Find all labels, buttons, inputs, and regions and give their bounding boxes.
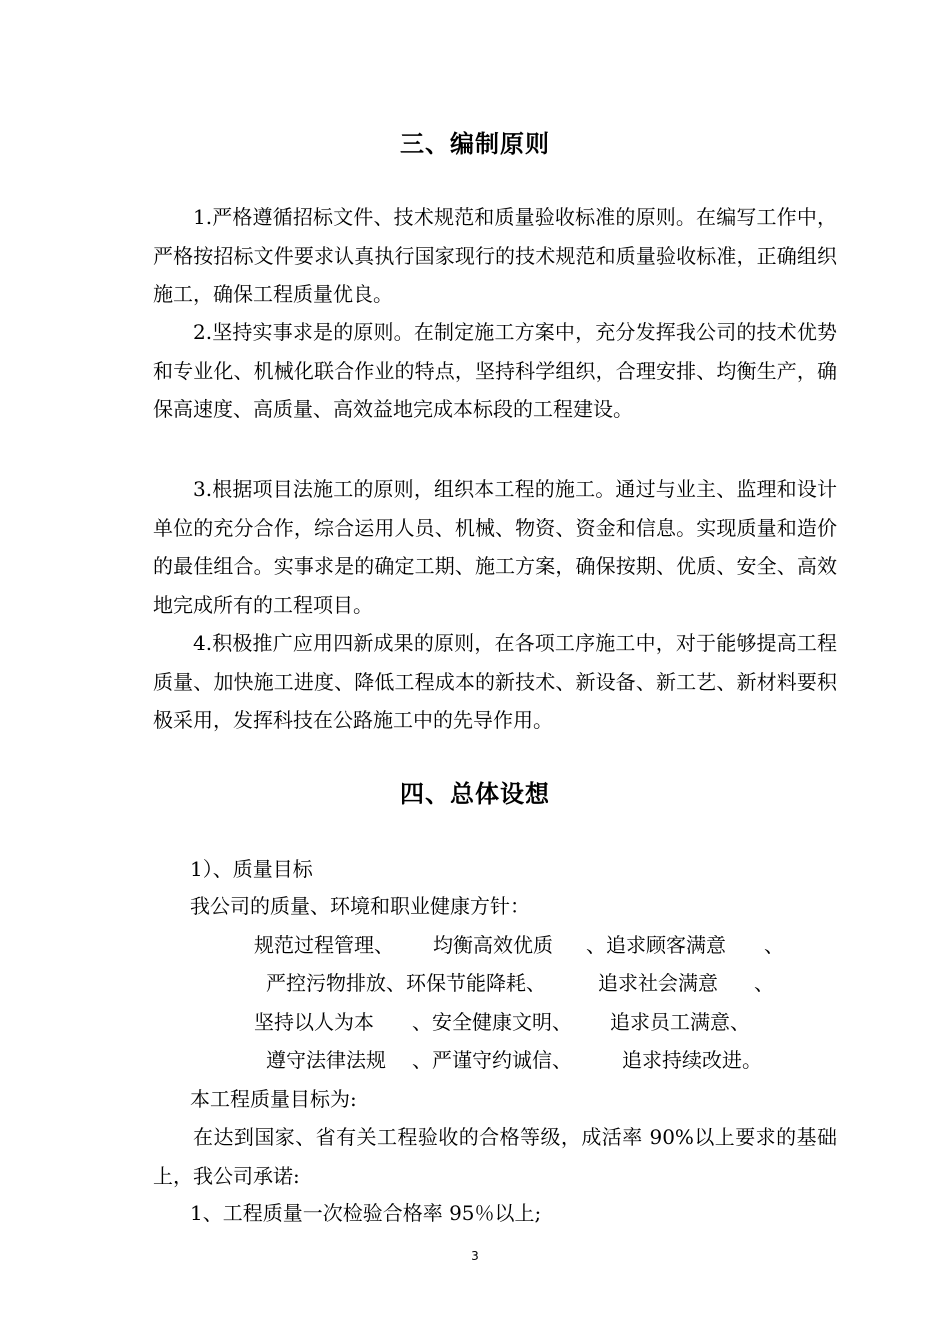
policy-phrase: 、安全健康文明、 [412,1010,572,1034]
policy-phrase: 遵守法律法规 [266,1048,386,1072]
quality-target-subheading: 1）、质量目标 [190,857,313,881]
policy-phrase: 严控污物排放、环保节能降耗、 [266,971,546,995]
policy-phrase: 坚持以人为本 [254,1010,374,1034]
policy-phrase: 追求社会满意 [598,971,718,995]
target-paragraph: 在达到国家、省有关工程验收的合格等级，成活率 90%以上要求的基础上，我公司承诺: [153,1125,837,1188]
section-4-heading: 四、总体设想 [400,780,550,808]
policy-row [0,930,950,960]
policy-phrase: 、追求顾客满意 [586,933,726,957]
commitment-1: 1、工程质量一次检验合格率 95％以上; [190,1201,542,1225]
policy-intro: 我公司的质量、环境和职业健康方针： [190,894,530,918]
policy-phrase: 、严谨守约诚信、 [412,1048,572,1072]
section-3-heading: 三、编制原则 [400,130,550,158]
principle-1-paragraph: 1.严格遵循招标文件、技术规范和质量验收标准的原则。在编写工作中，严格按招标文件要求认真执行国家现行的技术规范和质量验收标准，正确组织施工，确保工程质量优良。 [153,205,837,306]
policy-punctuation: 、 [754,971,774,995]
policy-phrase: 均衡高效优质 [433,933,553,957]
policy-phrase: 规范过程管理、 [254,933,394,957]
page-number: 3 [471,1249,479,1263]
policy-phrase: 追求持续改进。 [622,1048,762,1072]
policy-row [0,1007,950,1037]
policy-row [0,1045,950,1075]
principle-4-paragraph: 4.积极推广应用四新成果的原则，在各项工序施工中，对于能够提高工程质量、加快施工进度、降低工程成本的新技术、新设备、新工艺、新材料要积极采用，发挥科技在公路施工中的先导作用。 [153,631,837,732]
policy-punctuation: 、 [764,933,784,957]
policy-phrase: 追求员工满意、 [610,1010,750,1034]
target-intro: 本工程质量目标为: [190,1087,357,1111]
principle-2-paragraph: 2.坚持实事求是的原则。在制定施工方案中，充分发挥我公司的技术优势和专业化、机械化联合作业的特点，坚持科学组织，合理安排、均衡生产，确保高速度、高质量、高效益地完成本标段的工程建设。 [153,320,837,421]
principle-3-paragraph: 3.根据项目法施工的原则，组织本工程的施工。通过与业主、监理和设计单位的充分合作，综合运用人员、机械、物资、资金和信息。实现质量和造价的最佳组合。实事求是的确定工期、施工方案，确保按期、优质、安全、高效地完成所有的工程项目。 [153,477,837,617]
policy-row [0,968,950,998]
